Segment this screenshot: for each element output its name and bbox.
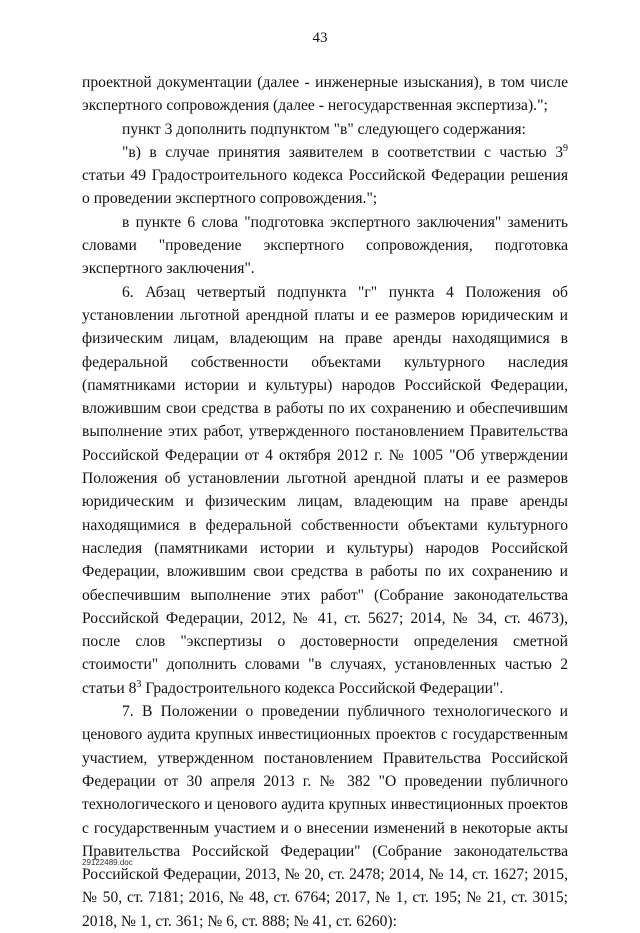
paragraph-text-after: Градостроительного кодекса Российской Федерации". [141,679,504,697]
paragraph-text: 6. Абзац четвертый подпункта "г" пункта 4 Положения об установлении льготной арендной платы и ее размеров юридическим и физическим лицам, владеющим на праве аренды находящимися в федеральной собственности объектами культурного наследия (памятниками истории и культуры) народов Российской Федерации, вложившим свои средства в работы по их сохранению и обеспечившим выполнение этих работ, утвержденного постановлением Правительства Российской Федерации от 4 октября 2012 г. № 1005 "Об утверждении Положения об установлении льготной арендной платы и ее размеров юридическим и физическим лицам, владеющим на праве аренды находящимися в федеральной собственности объектами культурного наследия (памятниками истории и культуры) народов Российской Федерации, вложившим свои средства в работы по их сохранению и обеспечившим выполнение этих работ" (Собрание законодательства Российской Федерации, 2012, № 41, ст. 5627; 2014, № 34, ст. 4673), после слов "экспертизы о достоверности определения сметной стоимости" дополнить словами "в случаях, установленных частью 2 статьи 8 [82,283,568,697]
paragraph-text: 7. В Положении о проведении публичного технологического и ценового аудита крупных инвестиционных проектов с государственным участием, утвержденном постановлением Правительства Российской Федерации от 30 апреля 2013 г. № 382 "О проведении публичного технологического и ценового аудита крупных инвестиционных проектов с государственным участием и о внесении изменений в некоторые акты Правительства Российской Федерации" (Собрание законодательства Российской Федерации, 2013, № 20, ст. 2478; 2014, № 14, ст. 1627; 2015, № 50, ст. 7181; 2016, № 48, ст. 6764; 2017, № 1, ст. 195; № 21, ст. 3015; 2018, № 1, ст. 361; № 6, ст. 888; № 41, ст. 6260): [82,703,568,930]
paragraph-text: проектной документации (далее - инженерные изыскания), в том числе экспертного сопровождения (далее - негосударственная экспертиза)."; [82,74,568,115]
superscript: 3 [136,678,142,690]
paragraph-point-6-amendment [82,211,568,281]
paragraph-point-3-amendment [82,118,568,141]
paragraph-text: пункт 3 дополнить подпунктом "в" следующего содержания: [122,120,526,138]
superscript: 9 [563,142,568,154]
paragraph-item-7 [82,700,568,933]
paragraph-text: "в) в случае принятия заявителем в соответствии с частью 3 [122,143,563,161]
paragraph-continuation [82,71,568,118]
paragraph-subpoint-v [82,141,568,211]
paragraph-text: в пункте 6 слова "подготовка экспертного заключения" заменить словами "проведение экспертного сопровождения, подготовка экспертного заключения". [82,213,568,278]
paragraph-item-6 [82,281,568,700]
page-number: 43 [312,30,328,46]
paragraph-text-after: статьи 49 Градостроительного кодекса Российской Федерации решения о проведении экспертного сопровождения."; [82,167,568,208]
footer-filename: 29122489.doc [82,858,133,867]
document-body [82,71,568,933]
